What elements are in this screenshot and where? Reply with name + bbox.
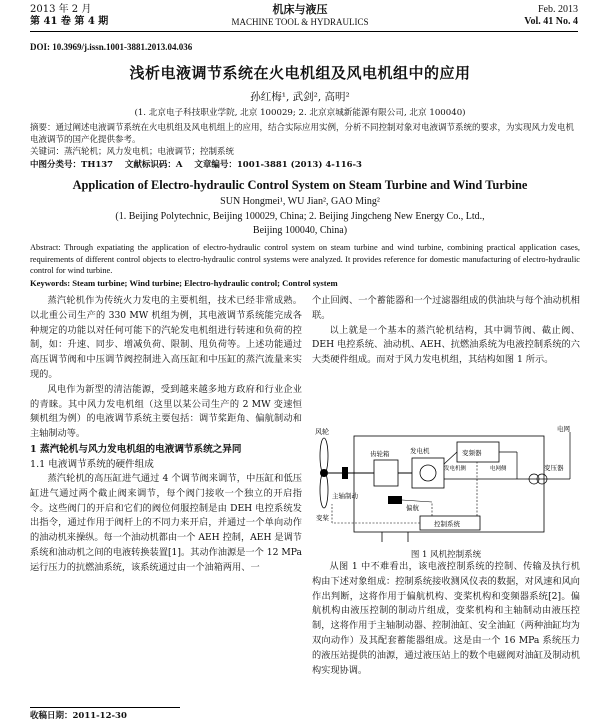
paragraph: 蒸汽轮机的高压缸进气通过 4 个调节阀来调节，中压缸和低压缸进气通过两个截止阀来调节，每个阀门接收一个独立的开启指令。这些阀门的开启和它们的阀位伺服控制是由 DEH 电控系统发出指令，通过作用于阀杆上的不同力来开启，并通过一个单向动作的油动机来操纵。每一个油动机都由一个 AEH 控制，AEH 是调节系统和油动机之间的电液转换装置[1]。其动作油源是一个 12 MPa 运行压力的抗燃油系统，该系统通过由一个油箱两用、一 bbox=[30, 472, 302, 573]
rotor-hub bbox=[320, 469, 328, 477]
header-volume-en: Vol. 41 No. 4 bbox=[524, 16, 578, 27]
label-control-system: 控制系统 bbox=[434, 520, 460, 528]
subsection-heading: 1.1 电液调节系统的硬件组成 bbox=[30, 458, 154, 470]
doi: DOI: 10.3969/j.issn.1001-3881.2013.04.036 bbox=[30, 42, 193, 52]
label-grid: 电网 bbox=[557, 425, 570, 433]
figure-wind-turbine-control bbox=[312, 424, 580, 546]
header-rule bbox=[30, 31, 578, 32]
label-converter: 变频器 bbox=[462, 449, 482, 457]
journal-name-cn: 机床与液压 bbox=[272, 3, 328, 16]
header-date-cn: 2013 年 2 月 bbox=[30, 4, 92, 15]
authors-cn: 孙红梅¹, 武剑², 高明² bbox=[250, 91, 350, 103]
label-main-brake: 主轴制动 bbox=[332, 492, 358, 500]
label-gearbox: 齿轮箱 bbox=[370, 450, 390, 458]
label-yaw: 偏航 bbox=[406, 504, 419, 512]
abstract-cn: 摘要：通过阐述电液调节系统在火电机组及风电机组上的应用，结合实际应用实例，分析不同控制对象对电液调节系统的要求，为实现风力发电机电液调节的国产化提供参考。 bbox=[30, 123, 575, 145]
right-column-cont bbox=[312, 560, 580, 678]
journal-name-en: MACHINE TOOL & HYDRAULICS bbox=[231, 17, 369, 27]
gearbox-box bbox=[374, 460, 398, 486]
gen-to-converter bbox=[444, 452, 457, 464]
label-generator-side: 发电机侧 bbox=[444, 466, 467, 472]
header-center bbox=[0, 4, 600, 28]
title-cn: 浅析电液调节系统在火电机组及风电机组中的应用 bbox=[129, 64, 471, 82]
affiliation-cn: (1. 北京电子科技职业学院, 北京 100029; 2. 北京京城新能源有限公司, 北京 100040) bbox=[134, 108, 466, 118]
paragraph: 个止回阀、一个蓄能器和一个过滤器组成的供油块与每个油动机相联。 bbox=[312, 295, 580, 321]
label-wind-wheel: 风轮 bbox=[315, 428, 329, 436]
header-right bbox=[524, 4, 578, 28]
affiliation-en-1: (1. Beijing Polytechnic, Beijing 100029, China; 2. Beijing Jingcheng New Energy Co., Ltd., bbox=[115, 211, 485, 222]
paragraph: 从图 1 中不难看出，该电液控制系统的控制、传输及执行机构由下述对象组成：控制系统接收测风仪表的数据，对风速和风向作出判断，这将作用于偏航机构、变桨机构和变频器系统[2]。偏航机构由液压控制的制动片组成，变桨机构和主轴制动由液压控制，这将作用于主轴制动器、控制油缸、安全油缸（两种油缸均为双向动作）及其配套蓄能器组成。这是由一个 16 MPa 系统压力的液压站提供的油源，通过液压站上的数个电磁阀对油缸及制动机构实现协调。 bbox=[312, 561, 580, 676]
received-date: 收稿日期：2011-12-30 bbox=[30, 711, 127, 721]
paragraph: 风电作为新型的清洁能源，受到越来越多地方政府和行业企业的青睐。其中风力发电机组（这里以某公司生产的 2 MW 变速恒频机组为例）的电液调节系统主要包括：调节桨距角、偏航制动和主轴制动等。 bbox=[30, 383, 302, 440]
paragraph: 以上就是一个基本的蒸汽轮机结构，其中调节阀、截止阀、DEH 电控系统、油动机、AEH、抗燃油系统为电液控制系统的六大类硬件组成。而对于风力发电机组，其结构如图 1 所示。 bbox=[312, 324, 580, 366]
header-date-en: Feb. 2013 bbox=[538, 4, 578, 15]
keywords-cn: 关键词：蒸汽轮机；风力发电机；电液调节；控制系统 bbox=[30, 147, 235, 157]
label-grid-side: 电网侧 bbox=[490, 466, 507, 472]
abstract-en: Abstract: Through expatiating the application of electro-hydraulic control system on steam turbine and wind turbine, combining practical application cases, requirements of different control objects to electro-hydraulic control systems were analyzed. It provides reference for domestic manufacturing of electro-hydraulic control for wind turbine. bbox=[30, 243, 580, 276]
section-heading: 1 蒸汽轮机与风力发电机组的电液调节系统之异同 bbox=[30, 443, 242, 455]
classification-line: 中图分类号：TH137 文献标识码：A 文章编号：1001-3881 (2013) 4-116-3 bbox=[30, 160, 362, 170]
generator-box bbox=[412, 458, 444, 488]
figure-caption: 图 1 风机控制系统 bbox=[410, 550, 482, 560]
paragraph: 蒸汽轮机作为传统火力发电的主要机组，技术已经非常成熟。以北重公司生产的 330 MW 机组为例，其电液调节系统能完成各种规定的功能以对任何可能下的汽轮发电机组进行转速和负荷的控制，如：升速、同步、增减负荷、限制、甩负荷等。上述功能通过高压调节阀和中压调节阀控制进入高压缸和中压缸的蒸汽流量来实现的。 bbox=[30, 295, 302, 380]
label-transformer: 变压器 bbox=[544, 464, 564, 472]
label-pitch: 变桨 bbox=[316, 514, 329, 522]
label-generator: 发电机 bbox=[410, 447, 430, 455]
authors-en: SUN Hongmei¹, WU Jian², GAO Ming² bbox=[220, 196, 380, 207]
header-volume-cn: 第 41 卷 第 4 期 bbox=[30, 16, 109, 27]
rotor-blade-lower bbox=[320, 472, 328, 508]
title-en: Application of Electro-hydraulic Control System on Steam Turbine and Wind Turbine bbox=[72, 178, 528, 192]
left-column bbox=[30, 294, 302, 576]
right-column bbox=[312, 294, 580, 368]
rotor-blade-upper bbox=[320, 438, 328, 474]
yaw-block bbox=[388, 496, 402, 504]
affiliation-en-2: Beijing 100040, China) bbox=[252, 225, 348, 236]
main-brake-block bbox=[342, 467, 348, 479]
yaw-link bbox=[402, 500, 432, 502]
keywords-en: Keywords: Steam turbine; Wind turbine; Electro-hydraulic control; Control system bbox=[30, 278, 338, 288]
footnote-rule bbox=[30, 707, 180, 708]
